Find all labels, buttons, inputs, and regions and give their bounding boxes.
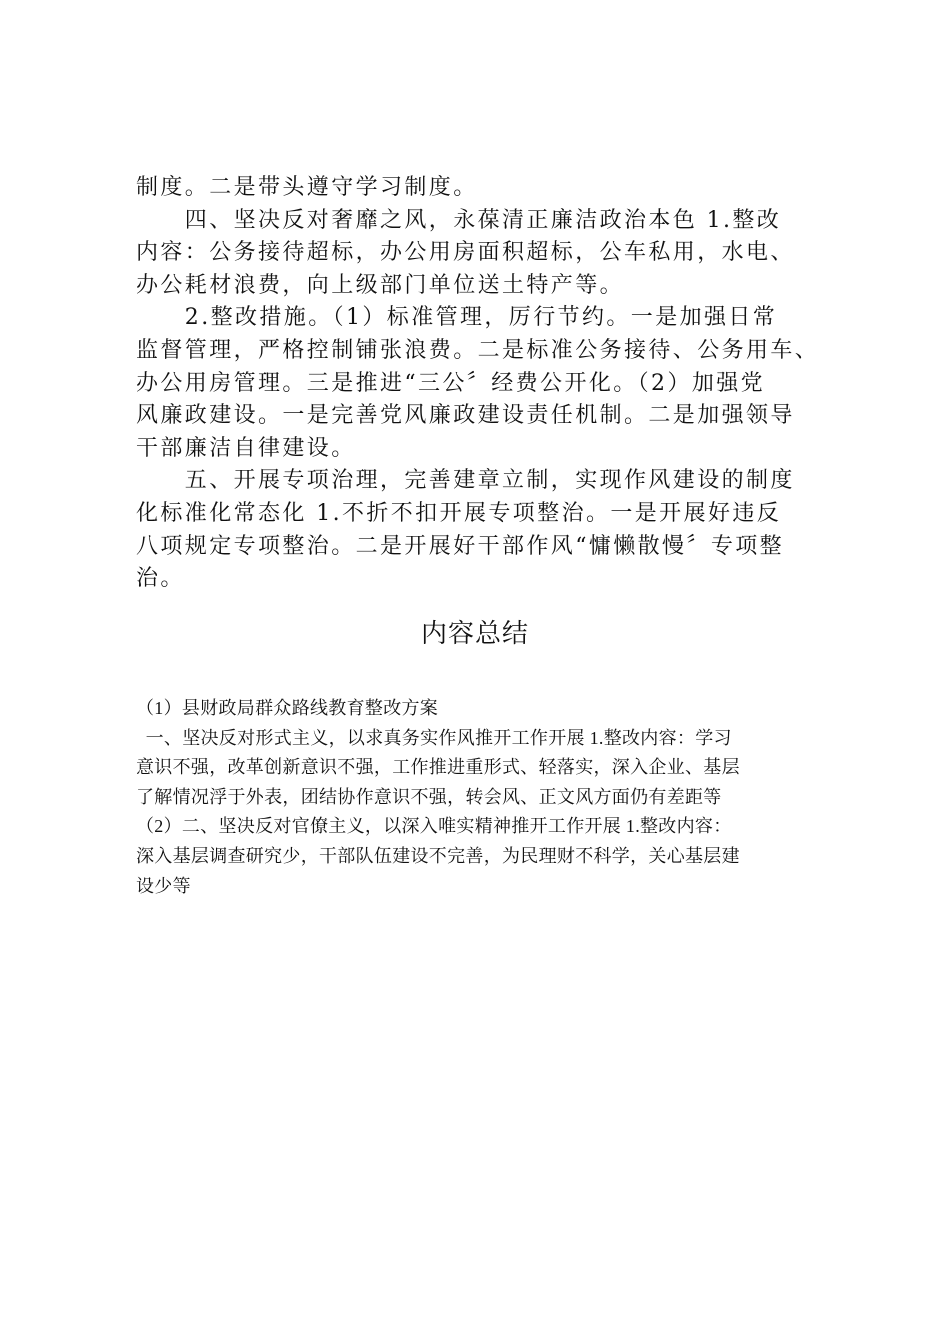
body-line: 内容：公务接待超标，办公用房面积超标，公车私用，水电、	[136, 240, 795, 266]
summary-line: （2）二、坚决反对官僚主义，以深入唯实精神推开工作开展 1.整改内容：	[136, 816, 732, 837]
summary-line: 意识不强，改革创新意识不强，工作推进重形式、轻落实，深入企业、基层	[136, 757, 740, 778]
body-line: 办公耗材浪费，向上级部门单位送土特产等。	[136, 272, 625, 298]
body-line: 2.整改措施。（1）标准管理，厉行节约。一是加强日常	[136, 305, 778, 331]
body-line: 治。	[136, 566, 185, 592]
body-line: 四、坚决反对奢靡之风，永葆清正廉洁政治本色 1.整改	[136, 207, 782, 233]
body-line: 八项规定专项整治。二是开展好干部作风“慵懒散慢〞专项整	[136, 533, 785, 559]
summary-heading: 内容总结	[420, 619, 529, 649]
summary-line: 一、坚决反对形式主义，以求真务实作风推开工作开展 1.整改内容：学习	[136, 727, 732, 748]
summary-line: （1）县财政局群众路线教育整改方案	[136, 698, 439, 718]
body-line: 制度。二是带头遵守学习制度。	[136, 175, 478, 200]
body-line: 办公用房管理。三是推进“三公〞经费公开化。（2）加强党	[136, 370, 766, 396]
body-line: 化标准化常态化 1.不折不扣开展专项整治。一是开展好违反	[136, 500, 782, 526]
body-line: 干部廉洁自律建设。	[136, 435, 356, 461]
summary-body-text	[136, 694, 836, 901]
main-body-text	[136, 172, 836, 596]
summary-line: 了解情况浮于外表，团结协作意识不强，转会风、正文风方面仍有差距等	[136, 786, 722, 807]
body-line: 五、开展专项治理，完善建章立制，实现作风建设的制度	[136, 468, 795, 494]
summary-line: 设少等	[136, 875, 191, 896]
body-line: 风廉政建设。一是完善党风廉政建设责任机制。二是加强领导	[136, 403, 795, 429]
body-line: 监督管理，严格控制铺张浪费。二是标准公务接待、公务用车、	[136, 337, 820, 363]
summary-line: 深入基层调查研究少，干部队伍建设不完善，为民理财不科学，关心基层建	[136, 845, 740, 866]
